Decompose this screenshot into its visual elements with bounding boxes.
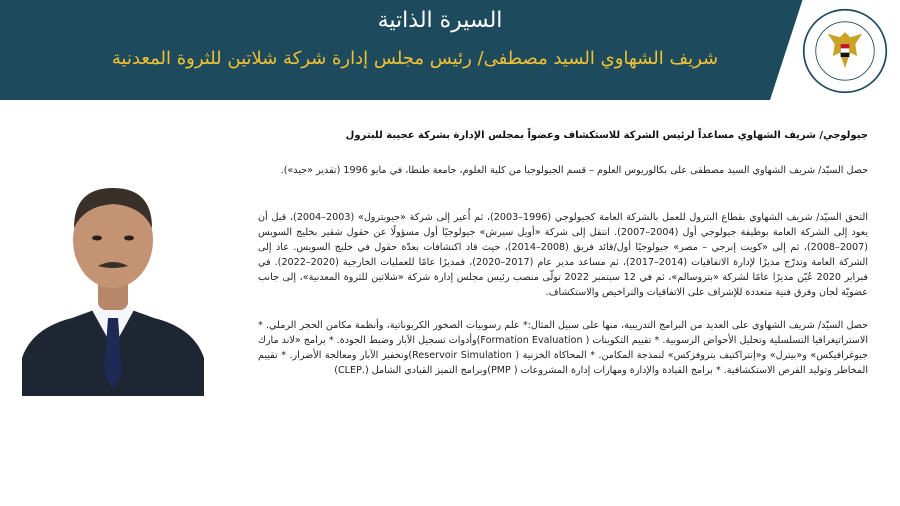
right-eye [124, 236, 134, 241]
header-banner [0, 0, 900, 100]
bio-paragraph-education: حصل السيّد/ شريف الشهاوي السيد مصطفى على بكالوريوس العلوم – قسم الجيولوجيا من كلية العلوم، جامعة طنطا، في مايو 1996 (تقدير «جيد»). [280, 165, 868, 176]
left-eye [92, 236, 102, 241]
bio-paragraph-career: التحق السيّد/ شريف الشهاوي بقطاع البترول للعمل بالشركة العامة كجيولوجي (1996–2003)، ثم أُعير إلى شركة «جيوبترول» (2003–2004)، قبل أن يعود إلى الشركة العامة بوظيفة جيولوجي أول (2004–2007). انتقل إلى شركة «أويل سيرش» جيولوجيًا أول مسؤولًا عن حقول شقير بخليج السويس (2007–2008)، ثم إلى «كويت إنرجي – مصر» جيولوجيًا أول/قائد فريق (2008–2014)، حيث قاد اكتشافات بعدّة حقول في خليج السويس. عاد إلى الشركة العامة وتدرّج مديرًا لإدارة الاتفاقيات (2014–2017)، ثم مساعد مدير عام (2017–2020)، فمديرًا عامًا للعمليات الخارجية (2020–2022). في فبراير 2020 عُيّن مديرًا عامًا لشركة «بتروسالم»، ثم في 12 سبتمبر 2022 تولّى منصب رئيس مجلس إدارة شركة «شلاتين للثروة المعدنية»، إلى جانب عضويّة لجان وفرق فنية متعددة للإشراف على الاتفاقيات والتراخيص والاستكشاف. [258, 212, 868, 298]
flag-shield-white [841, 48, 850, 52]
page-title: السيرة الذاتية [377, 8, 503, 33]
ministry-logo [802, 8, 888, 94]
bio-paragraph-training: حصل السيّد/ شريف الشهاوي على العديد من البرامج التدريبية، منها على سبيل المثال:* علم رسوبيات الصخور الكربوناتية، وأنظمة مكامن الحجر الرملي. * الاستراتيغرافيا التسلسلية وتحليل الأحواض الرسوبية. * تقييم التكوينات ( Formation Evaluation)وأدوات تسجيل الآبار وضبط الجودة. * برامج «لاند مارك جيوغرافيكس» و«بيترل» و«إنتراكتيف بتروفزكس» لنمذجة المكامن. * المحاكاة الخزنية ( Reservoir Simulation)وتحفيز الآبار ومعالجة الأضرار. * تقييم المخاطر وتوليد الفرص الاستكشافية. * برامج القيادة والإدارة ومهارات إدارة المشروعات ( PMP)وبرامج التميز القيادي الشامل (.CLEP) [258, 320, 869, 376]
flag-shield-red [841, 44, 850, 48]
page-subtitle: شريف الشهاوي السيد مصطفى/ رئيس مجلس إدارة شركة شلاتين للثروة المعدنية [111, 48, 719, 69]
portrait-photo [22, 158, 204, 396]
flag-shield-black [841, 53, 850, 57]
bio-headline: جيولوجي/ شريف الشهاوي مساعداً لرئيس الشركة للاستكشاف وعضواً بمجلس الإدارة بشركة عجيبة للبترول [345, 130, 868, 141]
